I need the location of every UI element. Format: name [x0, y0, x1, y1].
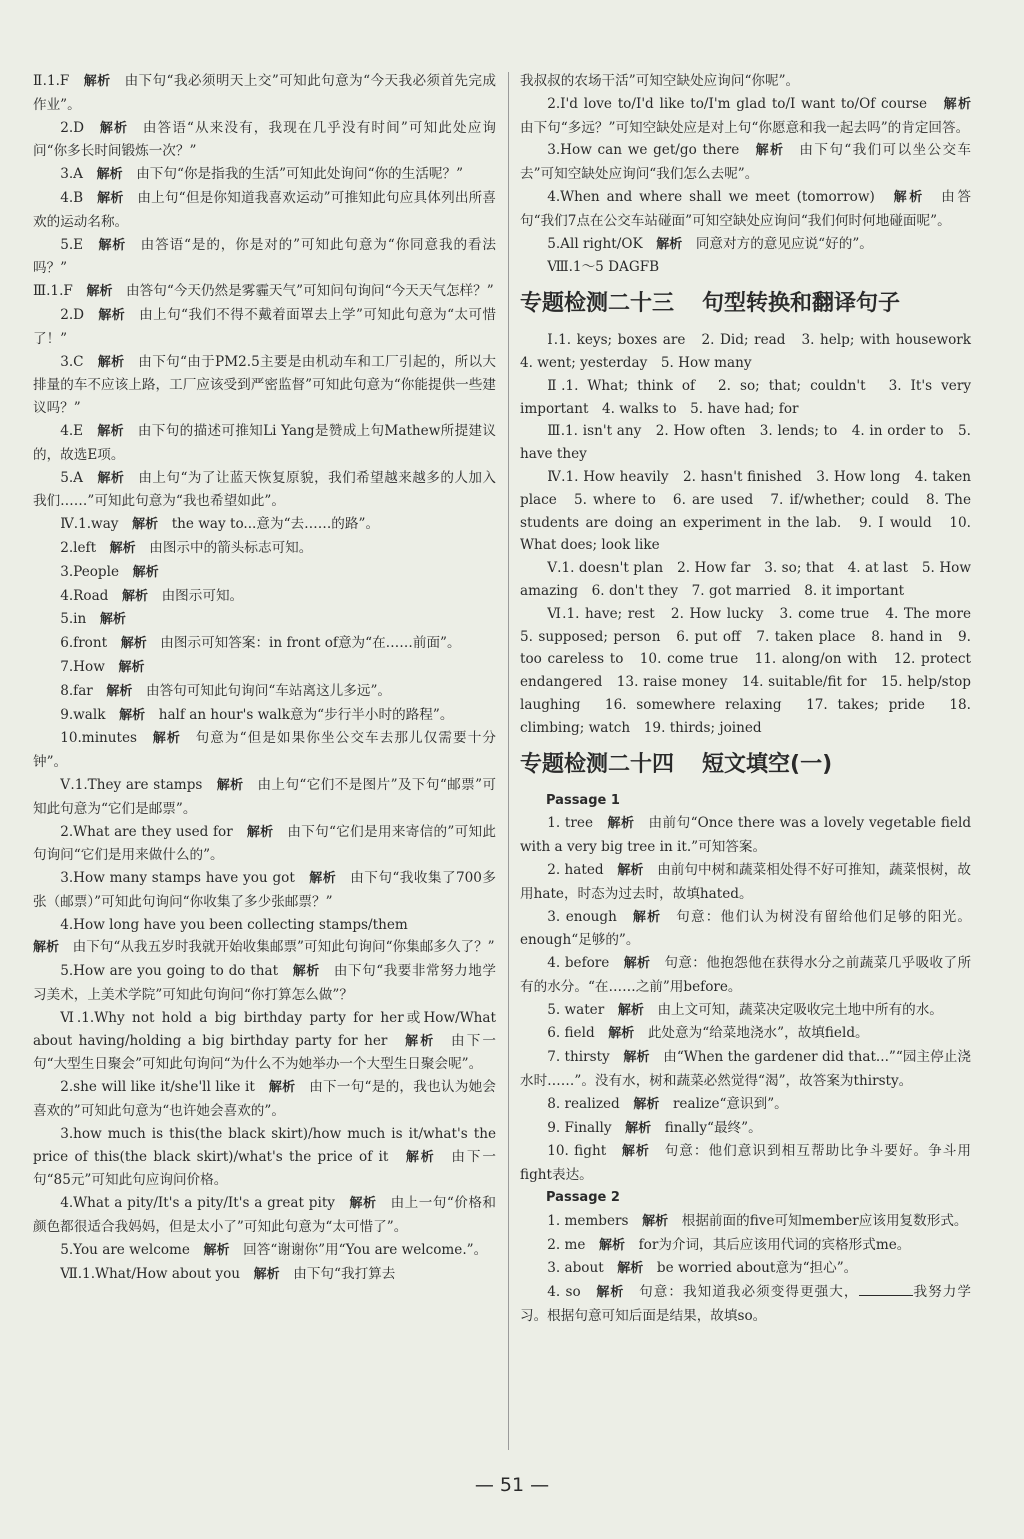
- jiexi-label: 解析: [617, 862, 644, 878]
- explanation: 回答“谢谢你”用“You are welcome.”。: [243, 1241, 488, 1258]
- answer-item: [33, 163, 496, 187]
- blank-line: [859, 1281, 913, 1296]
- explanation: 由下句“我必须明天上交”可知此句意为“今天我必须首先完成作业”。: [33, 73, 496, 113]
- explanation: 由图示可知。: [161, 587, 244, 604]
- jiexi-label: 解析: [121, 588, 148, 604]
- answer-key: Ⅲ.1.F: [33, 283, 73, 300]
- answer-key: 3.A: [60, 166, 83, 183]
- jiexi-label: 解析: [621, 1144, 650, 1160]
- answer-key: 8. realized: [547, 1095, 620, 1112]
- answer-group: Ⅱ.1. What; think of 2. so; that; couldn't 3. It's very important 4. walks to 5. have had; for: [520, 377, 971, 417]
- jiexi-label: 解析: [642, 1213, 669, 1229]
- passage-2-answers: [520, 1210, 971, 1281]
- answer-group: Ⅰ.1. keys; boxes are 2. Did; read 3. help; with housework 4. went; yesterday 5. How many: [520, 332, 985, 371]
- jiexi-label: 解析: [253, 1266, 280, 1282]
- answer-item: [520, 1281, 971, 1328]
- explanation: 由上句“但是你知道我喜欢运动”可推知此句应具体列出所喜欢的运动名称。: [33, 189, 497, 230]
- answer-item: [520, 1257, 971, 1281]
- answer-key: 4. before: [547, 955, 610, 972]
- answer-item: [520, 186, 971, 233]
- jiexi-label: 解析: [268, 1080, 296, 1096]
- jiexi-label: 解析: [292, 964, 320, 980]
- answer-key: 3.People: [60, 563, 120, 580]
- answer-item: [520, 1046, 971, 1093]
- explanation: the way to...意为“去……的路”。: [171, 516, 380, 533]
- explanation-cont: 我努力学习。根据句意可知后面是结果，故填so。: [520, 1284, 972, 1325]
- explanation: 由下句“你是指我的生活”可知此处询问“你的生活呢？”: [136, 166, 464, 183]
- answer-group: Ⅵ.1. have; rest 2. How lucky 3. come true 4. The more 5. supposed; person 6. put off 7. taken place 8. hand in 9. too careless to 10. come true 11. along/on with 12. protect endangered 13. raise money 14. suitable/fit for 15. help/stop laughing 16. somewhere relaxing 17. takes; pride 18. climbing; watch 19. thirds; joined: [520, 605, 985, 736]
- left-column: [33, 70, 496, 1286]
- answer-item: [33, 1192, 496, 1239]
- answer-key: 2.I'd love to/I'd like to/I'm glad to/I want to/Of course: [547, 95, 928, 112]
- answer-key: 10. fight: [547, 1143, 607, 1160]
- explanation: 同意对方的意见应说“好的”。: [695, 235, 873, 252]
- jiexi-label: 解析: [86, 284, 113, 300]
- answer-item: [520, 93, 971, 140]
- answer-key: 5.in: [60, 611, 87, 628]
- answer-item: [33, 351, 496, 420]
- answer-item: [520, 1117, 971, 1141]
- jiexi-label: 解析: [96, 167, 123, 183]
- explanation: 由答语“是的，你是对的”可知此句意为“你同意我的看法吗？”: [33, 236, 496, 277]
- answer-key: 4.E: [60, 422, 84, 439]
- answer-key: 3. about: [547, 1260, 604, 1277]
- answers-continued: [520, 70, 971, 279]
- answer-item: [33, 727, 496, 774]
- answer-item: [520, 256, 971, 279]
- jiexi-label: 解析: [246, 824, 274, 840]
- answer-item: [520, 139, 971, 186]
- answer-item: [33, 774, 496, 821]
- jiexi-label: 解析: [106, 683, 133, 699]
- answer-item: [33, 608, 496, 632]
- passage-1-answers: [520, 812, 971, 1187]
- page-number: — 51 —: [474, 1474, 550, 1496]
- jiexi-label: 解析: [97, 190, 124, 206]
- answer-key: 3.How can we get/go there: [547, 142, 740, 159]
- answer-key: 4.B: [60, 189, 84, 206]
- jiexi-label: 解析: [405, 1149, 436, 1165]
- answer-item: [33, 280, 496, 304]
- jiexi-label: 解析: [405, 1033, 436, 1049]
- explanation: 句意：他们意识到相互帮助比争斗要好。争斗用fight表达。: [520, 1143, 971, 1184]
- right-column: [520, 70, 985, 1328]
- section-title-24: [520, 742, 971, 788]
- answer-key: 5.A: [60, 469, 83, 486]
- answer-item: [33, 537, 496, 561]
- answer-group: Ⅴ.1. doesn't plan 2. How far 3. so; that 4. at last 5. How amazing 6. don't they 7. got married 8. it important: [520, 560, 971, 599]
- answer-item: [33, 1076, 496, 1123]
- answer-key: Ⅵ.1.Why not hold a big birthday party for her或How/What about having/holding a big birthday party for her: [33, 1009, 496, 1049]
- jiexi-label: 解析: [632, 909, 662, 925]
- answer-item: [33, 234, 496, 281]
- jiexi-label: 解析: [607, 816, 635, 832]
- explanation: 由答句可知此句询问“车站离这儿多远”。: [146, 682, 391, 699]
- answer-group: Ⅲ.1. isn't any 2. How often 3. lends; to 4. in order to 5. have they: [520, 423, 971, 463]
- explanation: 由图示中的箭头标志可知。: [149, 539, 313, 556]
- answer-item: [33, 304, 496, 351]
- explanation: for为介词，其后应该用代词的宾格形式me。: [638, 1236, 911, 1253]
- answer-item: [33, 704, 496, 728]
- answer-key: 4. so: [547, 1284, 581, 1301]
- answer-key: 5. water: [547, 1001, 605, 1018]
- explanation: 由下一句“是的，我也认为她会喜欢的”可知此句意为“也许她会喜欢的”。: [33, 1079, 496, 1120]
- section-title-24-number: 专题检测二十四: [520, 751, 675, 777]
- answer-key: 1. members: [547, 1212, 629, 1229]
- explanation: 由上文可知，蔬菜决定吸收完土地中所有的水。: [657, 1001, 943, 1018]
- answer-item: [520, 906, 971, 953]
- answer-item: [33, 513, 496, 537]
- jiexi-label: 解析: [203, 1242, 230, 1258]
- answer-item: [33, 821, 496, 868]
- jiexi-label: 解析: [599, 1237, 626, 1253]
- jiexi-label: 解析: [893, 189, 925, 205]
- section-title-23-topic: 句型转换和翻译句子: [702, 291, 901, 317]
- answer-key: Ⅱ.1.F: [33, 73, 70, 89]
- answer-key: Ⅶ.1.What/How about you: [60, 1265, 241, 1282]
- explanation: half an hour's walk意为“步行半小时的路程”。: [158, 706, 454, 723]
- jiexi-label: 解析: [656, 236, 683, 252]
- answer-key: 2. hated: [547, 861, 604, 878]
- answer-key: 4.Road: [60, 587, 109, 604]
- jiexi-label: 解析: [132, 564, 159, 580]
- answer-group: Ⅳ.1. How heavily 2. hasn't finished 3. How long 4. taken place 5. where to 6. are used 7. if/whether; could 8. The students are doing an experiment in the lab. 9. I would 10. What does; look like: [520, 468, 971, 554]
- explanation: 根据前面的five可知member应该用复数形式。: [681, 1212, 968, 1229]
- explanation: 由下句“由于PM2.5主要是由机动车和工厂引起的，所以大排量的车不应该上路，工厂应该受到严密监督”可知此句意为“你能提供一些建议吗？”: [33, 353, 496, 417]
- jiexi-label: 解析: [633, 1096, 660, 1112]
- section-title-23: [520, 281, 971, 327]
- answer-item: [33, 680, 496, 704]
- explanation: finally“最终”。: [664, 1119, 762, 1136]
- passage-2-label: Passage 2: [546, 1190, 620, 1206]
- answer-item: [33, 70, 496, 117]
- answer-item: [33, 960, 496, 1007]
- explanation: 由答句“今天仍然是雾霾天气”可知问句询问“今天天气怎样？”: [126, 283, 494, 300]
- section-title-24-topic: 短文填空(一): [702, 751, 833, 777]
- column-divider: [508, 72, 509, 1450]
- explanation: 由下句“我打算去: [293, 1265, 396, 1282]
- jiexi-label: 解析: [97, 470, 125, 486]
- answer-key: 5.All right/OK: [547, 235, 643, 252]
- answer-key: 3.How many stamps have you got: [60, 870, 295, 887]
- answer-item: [520, 1210, 971, 1234]
- jiexi-label: 解析: [109, 540, 136, 556]
- passage-1-label: Passage 1: [546, 792, 620, 808]
- answer-item: [33, 1123, 496, 1192]
- jiexi-label: 解析: [99, 120, 129, 136]
- answer-key: 4.When and where shall we meet (tomorrow): [547, 188, 875, 205]
- jiexi-label: 解析: [119, 707, 146, 723]
- answer-item: [33, 1263, 496, 1287]
- jiexi-label: 解析: [349, 1196, 377, 1212]
- explanation: 由图示可知答案：in front of意为“在……前面”。: [160, 635, 461, 652]
- explanation: 句意：他们认为树没有留给他们足够的阳光。enough“足够的”。: [520, 908, 971, 949]
- answer-key: 4.How long have you been collecting stamps/them: [60, 916, 408, 933]
- answer-item: [33, 187, 496, 234]
- section-title-23-number: 专题检测二十三: [520, 291, 675, 317]
- answer-item: [33, 117, 496, 164]
- answer-item: [520, 233, 971, 257]
- explanation: 由答句“我们7点在公交车站碰面”可知空缺处应询问“我们何时何地碰面呢”。: [520, 188, 971, 229]
- jiexi-label: 解析: [625, 1120, 652, 1136]
- answer-key: 5.How are you going to do that: [60, 963, 279, 980]
- answer-item: [33, 420, 496, 467]
- jiexi-label: 解析: [216, 777, 244, 793]
- jiexi-label: 解析: [99, 612, 126, 628]
- jiexi-label: 解析: [623, 956, 651, 972]
- jiexi-label: 解析: [152, 731, 181, 747]
- explanation: 由前句“Once there was a lovely vegetable field with a very big tree in it.”可知答案。: [520, 815, 972, 856]
- explanation: 此处意为“给菜地浇水”，故填field。: [647, 1025, 869, 1042]
- jiexi-label: 解析: [596, 1285, 625, 1301]
- explanation: 由上句“它们不是图片”及下句“邮票”可知此句意为“它们是邮票”。: [33, 776, 497, 817]
- answer-item: [33, 561, 496, 585]
- answer-item: [33, 867, 496, 914]
- answer-item: [33, 914, 496, 961]
- answer-item: [520, 952, 971, 999]
- explanation: 由“When the gardener did that...”“园主停止浇水时……”。没有水，树和蔬菜必然觉得“渴”，故答案为thirsty。: [520, 1049, 972, 1090]
- answer-key: 4.What a pity/It's a pity/It's a great pity: [60, 1195, 335, 1212]
- answer-key: 7. thirsty: [547, 1049, 610, 1066]
- explanation: 我叔叔的农场干活”可知空缺处应询问“你呢”。: [520, 73, 800, 89]
- explanation: 由下句“多远？”可知空缺处应是对上句“你愿意和我一起去吗”的肯定回答。: [520, 119, 970, 136]
- answer-key: Ⅴ.1.They are stamps: [60, 776, 203, 793]
- answer-key: 2.she will like it/she'll like it: [60, 1079, 255, 1096]
- explanation: 由下句“我们可以坐公交车去”可知空缺处应询问“我们怎么去呢”。: [520, 142, 972, 183]
- jiexi-label: 解析: [617, 1261, 644, 1277]
- answer-key: 5.E: [60, 236, 84, 253]
- answer-key: 2. me: [547, 1236, 586, 1253]
- answer-item: [520, 1234, 971, 1258]
- explanation: 由下句“它们是用来寄信的”可知此句询问“它们是用来做什么的”。: [33, 823, 496, 864]
- answer-key: 3. enough: [547, 908, 617, 925]
- answer-key: 3.C: [60, 353, 84, 370]
- jiexi-label: 解析: [98, 307, 126, 323]
- explanation: 由答语“从来没有，我现在几乎没有时间”可知此处应询问“你多长时间锻炼一次？”: [33, 119, 496, 160]
- answer-item: [33, 632, 496, 656]
- jiexi-label: 解析: [97, 354, 125, 370]
- explanation: 由上句“为了让蓝天恢复原貌，我们希望越来越多的人加入我们……”可知此句意为“我也希望如此”。: [33, 469, 496, 510]
- explanation: be worried about意为“担心”。: [656, 1260, 858, 1277]
- jiexi-label: 解析: [98, 237, 127, 253]
- explanation: 由下一句“85元”可知此句应询问价格。: [33, 1148, 497, 1189]
- jiexi-label: 解析: [943, 96, 971, 112]
- answer-key: 2.What are they used for: [60, 823, 233, 840]
- explanation: 由下一句“大型生日聚会”可知此句询问“为什么不为她举办一个大型生日聚会呢”。: [33, 1032, 496, 1073]
- jiexi-label: 解析: [83, 74, 111, 89]
- answer-key: 10.minutes: [60, 730, 138, 747]
- jiexi-label: 解析: [309, 871, 337, 887]
- answer-key: 2.left: [60, 539, 97, 556]
- answer-key: Ⅷ.1～5 DAGFB: [547, 259, 660, 276]
- explanation: 由下句的描述可推知Li Yang是赞成上句Mathew所提建议的，故选E项。: [33, 422, 496, 463]
- explanation: 由下句“我收集了700多张（邮票）”可知此句询问“你收集了多少张邮票？”: [33, 870, 496, 910]
- section-23-answers: [520, 329, 985, 739]
- answer-item: [520, 859, 971, 906]
- jiexi-label: 解析: [132, 517, 159, 533]
- answer-item: [33, 656, 496, 680]
- answer-key: 2.D: [60, 306, 85, 323]
- explanation: 句意为“但是如果你坐公交车去那儿仅需要十分钟”。: [33, 730, 496, 771]
- answer-key: 6. field: [547, 1025, 595, 1042]
- answer-item: [520, 1140, 971, 1187]
- answer-key: 9.walk: [60, 706, 106, 723]
- jiexi-label: 解析: [97, 423, 124, 439]
- answer-item: [520, 1093, 971, 1117]
- answer-key: 6.front: [60, 635, 108, 652]
- answer-key: 1. tree: [547, 815, 593, 832]
- explanation: 由前句中树和蔬菜相处得不好可推知，蔬菜恨树，故用hate，时态为过去时，故填hated。: [520, 861, 972, 902]
- answer-key: 9. Finally: [547, 1119, 612, 1136]
- answer-key: 5.You are welcome: [60, 1241, 190, 1258]
- jiexi-label: 解析: [623, 1050, 650, 1066]
- jiexi-label: 解析: [617, 1002, 644, 1018]
- explanation: 由下句“从我五岁时我就开始收集邮票”可知此句询问“你集邮多久了？”: [72, 939, 495, 956]
- explanation: realize“意识到”。: [672, 1095, 788, 1112]
- answer-item: [33, 1007, 496, 1076]
- jiexi-label: 解析: [608, 1026, 635, 1042]
- answer-item: [520, 1022, 971, 1046]
- explanation: 句意：他抱怨他在获得水分之前蔬菜几乎吸收了所有的水分。“在……之前”用before。: [520, 955, 972, 995]
- answer-key: 7.How: [60, 658, 105, 675]
- jiexi-label: 解析: [118, 659, 145, 675]
- explanation: 由下句“我要非常努力地学习美术，上美术学院”可知此句询问“你打算怎么做”？: [33, 963, 496, 1004]
- answer-item: [520, 999, 971, 1023]
- answer-item: [520, 812, 971, 859]
- answer-item: [33, 585, 496, 609]
- answer-key: 8.far: [60, 682, 93, 699]
- explanation: 由上一句“价格和颜色都很适合我妈妈，但是太小了”可知此句意为“太可惜了”。: [33, 1195, 496, 1236]
- answer-key: 3.how much is this(the black skirt)/how much is it/what's the price of this(the black skirt)/what's the price of it: [33, 1125, 496, 1165]
- jiexi-label: 解析: [755, 143, 785, 159]
- answer-key: 2.D: [60, 119, 85, 136]
- jiexi-label: 解析: [120, 636, 147, 652]
- explanation: 由上句“我们不得不戴着面罩去上学”可知此句意为“太可惜了！”: [33, 306, 496, 347]
- explanation: 句意：我知道我必须变得更强大，: [639, 1284, 859, 1301]
- answer-item: [520, 70, 971, 93]
- jiexi-label: 解析: [33, 940, 60, 956]
- answer-item: [33, 1239, 496, 1263]
- answer-key: Ⅳ.1.way: [60, 516, 119, 533]
- answer-item: [33, 467, 496, 514]
